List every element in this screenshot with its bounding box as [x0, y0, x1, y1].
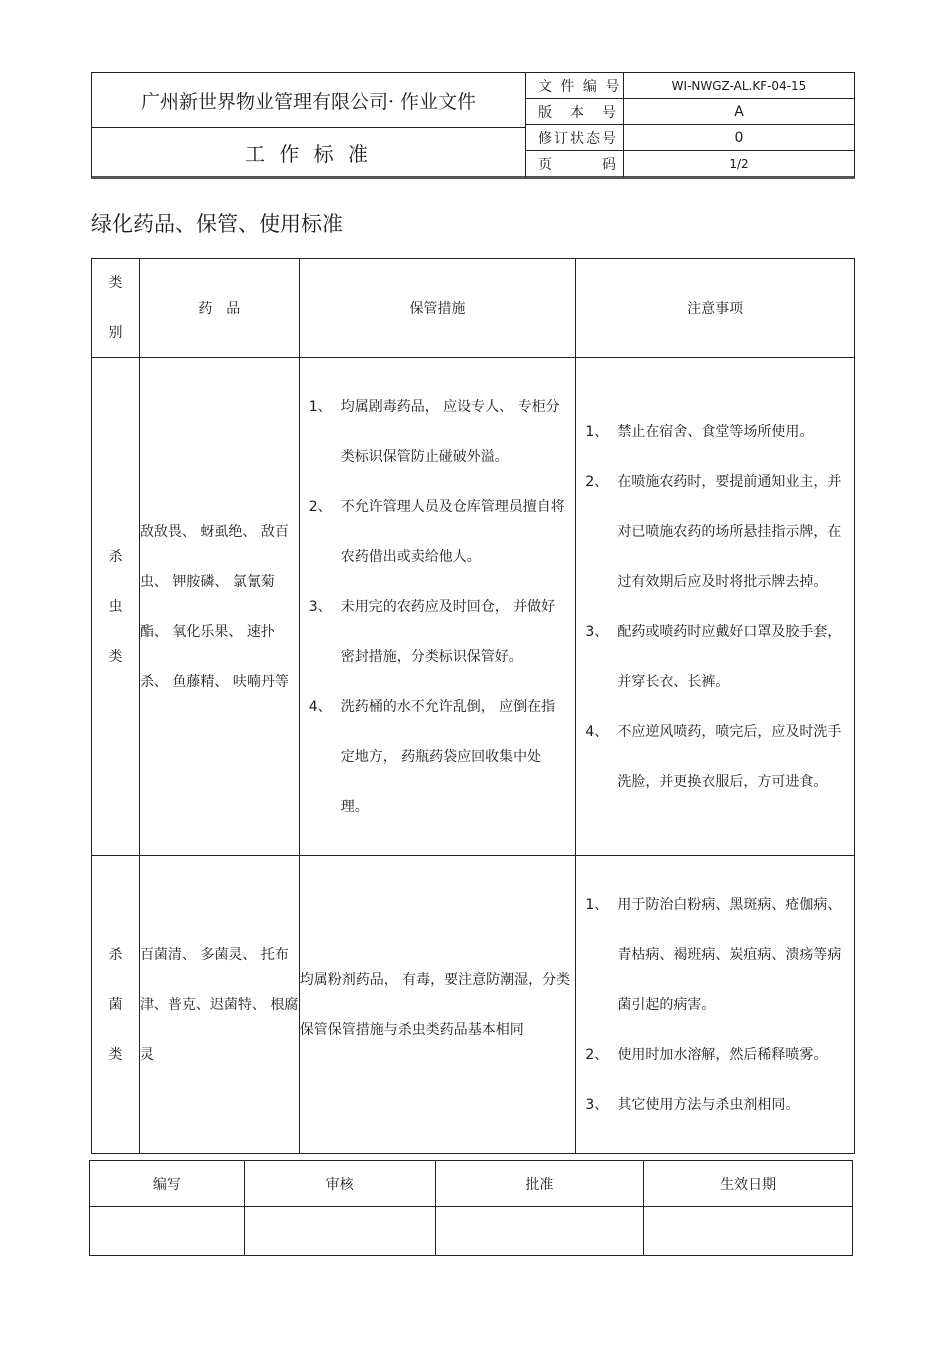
signoff-label-author: 编写 [90, 1161, 245, 1207]
notes-list [576, 407, 854, 807]
storage-cell: 均属粉剂药品， 有毒，要注意防潮湿，分类保管保管措施与杀虫类药品基本相同 [299, 856, 576, 1154]
table-row [92, 856, 855, 1154]
signoff-label-review: 审核 [244, 1161, 435, 1207]
company-name: 广州新世界物业管理有限公司· 作业文件 [92, 73, 526, 128]
storage-list [300, 382, 576, 832]
column-header-storage: 保管措施 [299, 259, 576, 358]
column-header-drugs: 药 品 [139, 259, 299, 358]
table-header-row [92, 259, 855, 358]
signoff-field-author [90, 1207, 245, 1256]
meta-label: 页 码 [526, 151, 624, 177]
list-item: 2、 使用时加水溶解，然后稀释喷雾。 [585, 1046, 828, 1063]
storage-cell [299, 358, 576, 856]
signoff-blank-row [90, 1207, 853, 1256]
document-meta [526, 73, 854, 177]
list-item: 3、 其它使用方法与杀虫剂相同。 [585, 1096, 800, 1113]
signoff-label-effective-date: 生效日期 [644, 1161, 853, 1207]
column-header-category: 类 别 [92, 259, 140, 358]
list-item: 4、 不应逆风喷药，喷完后，应及时洗手洗脸，并更换衣服后，方可进食。 [585, 723, 842, 790]
signoff-table [89, 1160, 853, 1256]
signoff-labels-row [90, 1161, 853, 1207]
notes-cell [576, 856, 855, 1154]
meta-value: A [734, 103, 744, 120]
drugs-cell: 敌敌畏、 蚜虱绝、 敌百虫、 钾胺磷、 氯氰菊酯、 氧化乐果、 速扑杀、 鱼藤精、 呋喃丹等 [139, 358, 299, 856]
category-cell: 杀 菌 类 [92, 856, 140, 1154]
category-cell: 杀 虫 类 [92, 358, 140, 856]
list-item: 4、 洗药桶的水不允许乱倒， 应倒在指定地方， 药瓶药袋应回收集中处理。 [308, 698, 556, 815]
notes-cell [576, 358, 855, 856]
table-row [92, 358, 855, 856]
document-header [91, 72, 855, 179]
meta-row-revision [526, 125, 854, 151]
meta-row-page [526, 151, 854, 177]
meta-label: 文 件 编 号 [526, 73, 624, 98]
list-item: 2、 不允许管理人员及仓库管理员擅自将农药借出或卖给他人。 [308, 498, 565, 565]
page-title: 绿化药品、保管、使用标准 [91, 212, 343, 236]
drugs-cell: 百菌清、 多菌灵、 托布津、普克、迟菌特、 根腐灵 [139, 856, 299, 1154]
meta-value: 0 [734, 129, 744, 146]
meta-label: 版 本 号 [526, 99, 624, 124]
list-item: 3、 配药或喷药时应戴好口罩及胶手套，并穿长衣、长裤。 [585, 623, 842, 690]
meta-row-version [526, 99, 854, 125]
signoff-field-approve [435, 1207, 644, 1256]
signoff-field-review [244, 1207, 435, 1256]
list-item: 2、 在喷施农药时，要提前通知业主，并对已喷施农药的场所悬挂指示牌，在过有效期后应及时将批示牌去掉。 [585, 473, 842, 590]
column-header-notes: 注意事项 [576, 259, 855, 358]
document-type: 工 作 标 准 [92, 128, 526, 177]
meta-value: WI-NWGZ-AL.KF-04-15 [671, 78, 807, 93]
signoff-label-approve: 批准 [435, 1161, 644, 1207]
list-item: 1、 禁止在宿舍、食堂等场所使用。 [585, 423, 814, 440]
notes-list [576, 880, 854, 1130]
meta-label: 修订状态号 [526, 125, 624, 150]
list-item: 1、 均属剧毒药品， 应设专人、 专柜分类标识保管防止碰破外溢。 [308, 398, 560, 465]
meta-value: 1/2 [729, 157, 749, 171]
standards-table [91, 258, 855, 1154]
list-item: 1、 用于防治白粉病、黑斑病、疮伽病、青枯病、褐班病、炭疽病、溃疡等病菌引起的病害。 [585, 896, 842, 1013]
signoff-field-effective-date [644, 1207, 853, 1256]
meta-row-doc-number [526, 73, 854, 99]
list-item: 3、 未用完的农药应及时回仓， 并做好密封措施，分类标识保管好。 [308, 598, 556, 665]
